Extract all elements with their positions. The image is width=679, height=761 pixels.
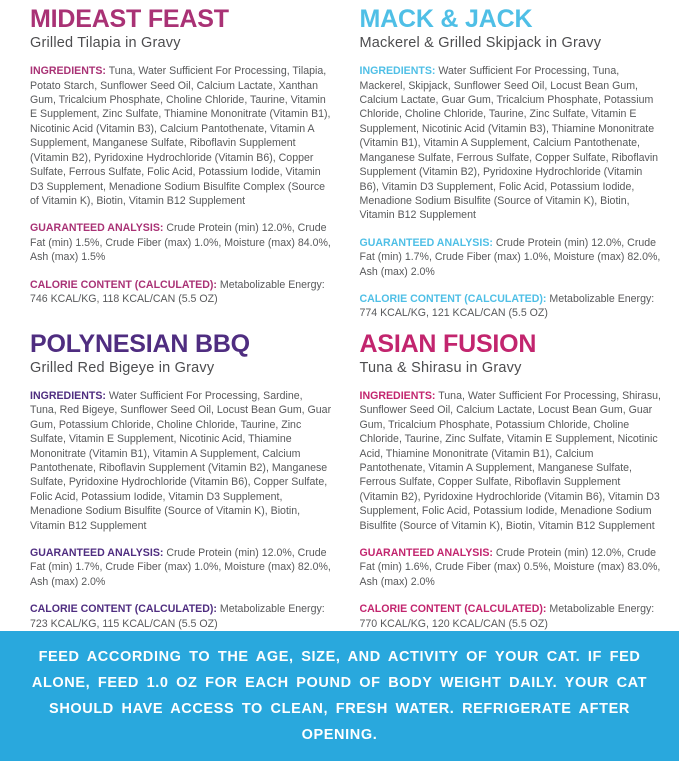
feeding-instructions-banner <box>0 631 679 761</box>
guaranteed-analysis-text: Crude Protein (min) 12.0%, Crude Fat (min) 1.7%, Crude Fiber (max) 1.0%, Moisture (max) 82.0%, Ash (max) 2.0% <box>30 547 331 588</box>
guaranteed-analysis-paragraph <box>30 546 332 589</box>
ingredients-label: INGREDIENTS: <box>30 65 106 78</box>
guaranteed-analysis-label: GUARANTEED ANALYSIS: <box>30 547 164 560</box>
calorie-content-paragraph <box>30 278 332 307</box>
guaranteed-analysis-label: GUARANTEED ANALYSIS: <box>359 547 493 560</box>
product-card-polynesian-bbq <box>30 331 332 631</box>
product-title: ASIAN FUSION <box>359 329 537 358</box>
ingredients-text: Water Sufficient For Processing, Tuna, Mackerel, Skipjack, Sunflower Seed Oil, Locust Bean Gum, Calcium Lactate, Guar Gum, Tricalcium Phosphate, Potassium Chloride, Choline Chloride, Taurine, Zinc Sulfate, Vitamin E Supplement, Nicotinic Acid (Vitamin B3), Thiamine Mononitrate (Vitamin B1), Vitamin A Supplement, Calcium Pantothenate, Manganese Sulfate, Ferrous Sulfate, Copper Sulfate, Riboflavin Supplement (Vitamin B2), Pyridoxine Hydrochloride (Vitamin B6), Vitamin D3 Supplement, Folic Acid, Potassium Iodide, Menadione Sodium Bisulfite (Source of Vitamin K), Biotin, Vitamin B12 Supplement <box>359 65 659 222</box>
product-subtitle: Mackerel & Grilled Skipjack in Gravy <box>359 35 602 52</box>
guaranteed-analysis-paragraph <box>360 236 662 279</box>
ingredients-paragraph <box>30 389 332 533</box>
calorie-content-label: CALORIE CONTENT (CALCULATED): <box>30 603 217 616</box>
guaranteed-analysis-label: GUARANTEED ANALYSIS: <box>30 222 164 235</box>
product-subtitle: Grilled Tilapia in Gravy <box>30 35 181 52</box>
ingredients-paragraph <box>360 389 662 533</box>
ingredients-label: INGREDIENTS: <box>359 65 436 78</box>
guaranteed-analysis-paragraph <box>360 546 662 589</box>
calorie-content-label: CALORIE CONTENT (CALCULATED): <box>359 292 547 305</box>
guaranteed-analysis-text: Crude Protein (min) 12.0%, Crude Fat (min) 1.5%, Crude Fiber (max) 1.0%, Moisture (max) 84.0%, Ash (max) 1.5% <box>30 222 331 264</box>
ingredients-text: Tuna, Water Sufficient For Processing, Tilapia, Potato Starch, Sunflower Seed Oil, Calcium Lactate, Xanthan Gum, Tricalcium Phosphate, Choline Chloride, Taurine, Vitamin E Supplement, Zinc Sulfate, Thiamine Mononitrate (Vitamin B1), Nicotinic Acid (Vitamin B3), Calcium Pantothenate, Vitamin A Supplement, Manganese Sulfate, Riboflavin Supplement (Vitamin B2), Pyridoxine Hydrochloride (Vitamin B6), Copper Sulfate, Ferrous Sulfate, Folic Acid, Potassium Iodide, Vitamin D3 Supplement, Menadione Sodium Bisulfite Complex (Source of Vitamin K), Biotin, Vitamin B12 Supplement <box>30 65 331 207</box>
feeding-instructions-text: FEED ACCORDING TO THE AGE, SIZE, AND ACTIVITY OF YOUR CAT. IF FED ALONE, FEED 1.0 OZ FOR EACH POUND OF BODY WEIGHT DAILY. YOUR CAT SHOULD HAVE ACCESS TO CLEAN, FRESH WATER. REFRIGERATE AFTER OPENING. <box>31 649 648 744</box>
product-card-mideast-feast <box>30 6 332 321</box>
product-title: MIDEAST FEAST <box>30 5 229 33</box>
calorie-content-paragraph <box>360 602 662 631</box>
calorie-content-text: Metabolizable Energy: 723 KCAL/KG, 115 KCAL/CAN (5.5 OZ) <box>30 603 325 630</box>
product-subtitle: Tuna & Shirasu in Gravy <box>359 360 522 376</box>
calorie-content-text: Metabolizable Energy: 774 KCAL/KG, 121 KCAL/CAN (5.5 OZ) <box>359 292 655 320</box>
product-title: POLYNESIAN BBQ <box>30 329 250 358</box>
calorie-content-label: CALORIE CONTENT (CALCULATED): <box>30 278 217 291</box>
ingredients-paragraph <box>360 64 662 222</box>
guaranteed-analysis-label: GUARANTEED ANALYSIS: <box>359 236 493 249</box>
calorie-content-paragraph <box>360 292 662 321</box>
ingredients-text: Tuna, Water Sufficient For Processing, Shirasu, Sunflower Seed Oil, Calcium Lactate, Locust Bean Gum, Guar Gum, Tricalcium Phosphate, Potassium Chloride, Choline Chloride, Taurine, Zinc Sulfate, Vitamin E Supplement, Nicotinic Acid, Thiamine Mononitrate (Vitamin B1), Calcium Pantothenate, Vitamin A Supplement, Manganese Sulfate, Ferrous Sulfate, Copper Sulfate, Riboflavin Supplement (Vitamin B2), Pyridoxine Hydrochloride (Vitamin B6), Vitamin D3 Supplement, Folic Acid, Potassium Iodide, Menadione Sodium Bisulfite (Source of Vitamin K), Biotin, Vitamin B12 Supplement <box>359 390 661 532</box>
ingredients-text: Water Sufficient For Processing, Sardine, Tuna, Red Bigeye, Sunflower Seed Oil, Locust Bean Gum, Guar Gum, Potassium Chloride, Choline Chloride, Taurine, Zinc Sulfate, Vitamin E Supplement, Nicotinic Acid, Thiamine Mononitrate (Vitamin B1), Vitamin A Supplement, Calcium Pantothenate, Riboflavin Supplement (Vitamin B2), Manganese Sulfate, Pyridoxine Hydrochloride (Vitamin B6), Copper Sulfate, Folic Acid, Potassium Iodide, Vitamin D3 Supplement, Menadione Sodium Bisulfite (Source of Vitamin K), Biotin, Vitamin B12 Supplement <box>30 390 332 532</box>
calorie-content-text: Metabolizable Energy: 770 KCAL/KG, 120 KCAL/CAN (5.5 OZ) <box>359 603 655 630</box>
guaranteed-analysis-paragraph <box>30 221 332 264</box>
calorie-content-label: CALORIE CONTENT (CALCULATED): <box>359 603 547 616</box>
product-title: MACK & JACK <box>359 5 533 33</box>
ingredients-label: INGREDIENTS: <box>359 390 436 402</box>
product-card-asian-fusion <box>360 331 662 631</box>
ingredients-label: INGREDIENTS: <box>30 390 106 402</box>
product-subtitle: Grilled Red Bigeye in Gravy <box>30 360 215 376</box>
product-card-mack-and-jack <box>360 6 662 321</box>
guaranteed-analysis-text: Crude Protein (min) 12.0%, Crude Fat (min) 1.6%, Crude Fiber (max) 0.5%, Moisture (max) 83.0%, Ash (max) 2.0% <box>359 547 661 588</box>
calorie-content-paragraph <box>30 602 332 631</box>
calorie-content-text: Metabolizable Energy: 746 KCAL/KG, 118 KCAL/CAN (5.5 OZ) <box>30 278 325 305</box>
guaranteed-analysis-text: Crude Protein (min) 12.0%, Crude Fat (min) 1.7%, Crude Fiber (max) 1.0%, Moisture (max) 82.0%, Ash (max) 2.0% <box>359 236 661 278</box>
ingredients-paragraph <box>30 64 332 208</box>
